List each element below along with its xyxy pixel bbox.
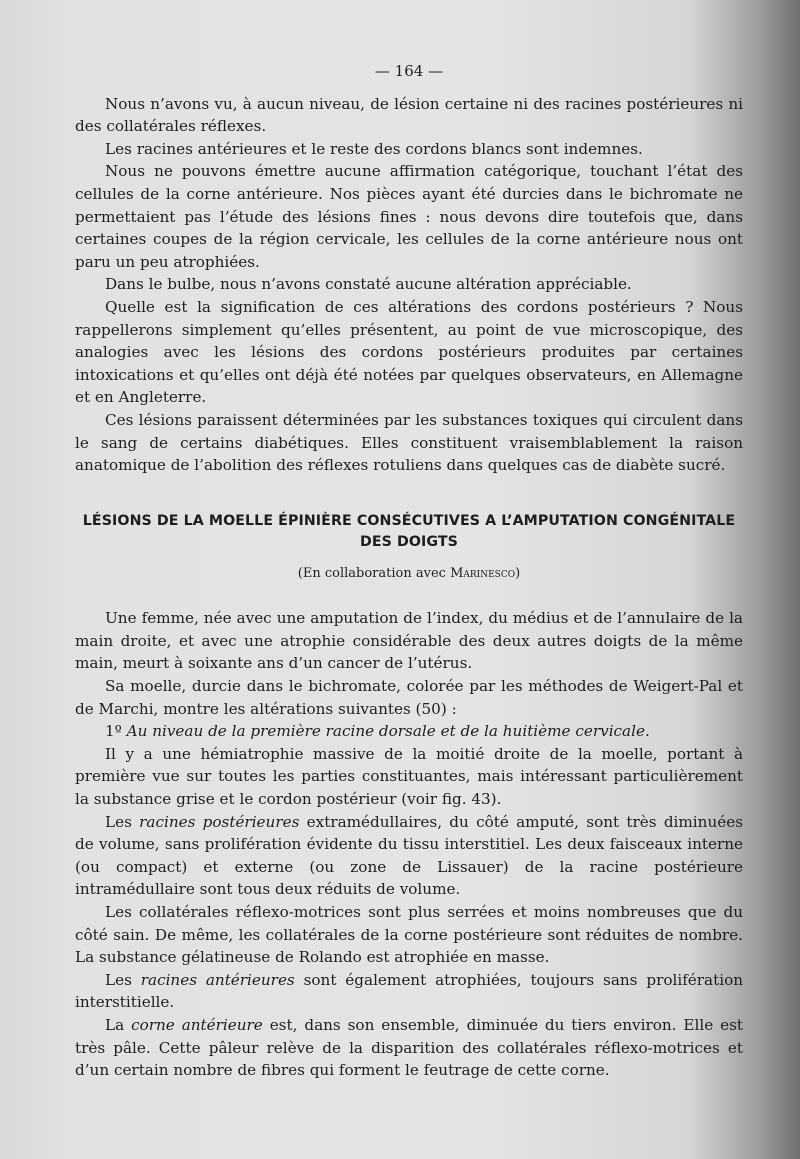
text-run: Les xyxy=(105,970,141,989)
paragraph: Les collatérales réflexo-motrices sont plus serrées et moins nombreuses que du côté sain. De même, les collatérales de la corne postérieure sont réduites de nombre. La substance gélatineuse de Rolando est atrophiée en masse. xyxy=(75,903,743,967)
level-title: Au niveau de la première racine dorsale et de la huitième cervicale. xyxy=(126,722,650,741)
text-run: extramédullaires, du côté amputé, sont très diminuées de volume, sans prolifération évidente du tissu interstitiel. Les deux faisceaux interne (ou compact) et externe (ou zone de Lissauer) de la racine postérieure intramédullaire sont tous deux réduits de volume. xyxy=(75,812,743,899)
collab-author: Marinesco xyxy=(450,565,516,581)
page-number: — 164 — xyxy=(374,62,444,80)
paragraph: Quelle est la signification de ces altérations des cordons postérieurs ? Nous rappellerons simplement qu’elles présentent, au point de vue microscopique, des analogies avec les lésions des cordons postérieurs produites par certaines intoxications et qu’elles ont déjà été notées par quelques observateurs, en Allemagne et en Angleterre. xyxy=(75,297,743,407)
paragraph: Une femme, née avec une amputation de l’index, du médius et de l’annulaire de la main droite, et avec une atrophie considérable des deux autres doigts de la même main, meurt à soixante ans d’un cancer de l’utérus. xyxy=(75,609,743,673)
paragraph xyxy=(75,811,743,901)
collab-suffix: ) xyxy=(515,565,521,581)
emphasis: racines antérieures xyxy=(140,970,295,989)
text-run: sont également atrophiées, toujours sans prolifération interstitielle. xyxy=(75,970,743,1012)
page-content xyxy=(75,60,743,1082)
emphasis: corne antérieure xyxy=(131,1015,263,1034)
paragraph: Les racines antérieures et le reste des cordons blancs sont indemnes. xyxy=(105,139,643,158)
section-title: LÉSIONS DE LA MOELLE ÉPINIÈRE CONSÉCUTIVES A L’AMPUTATION CONGÉNITALE DES DOIGTS xyxy=(82,512,736,550)
emphasis: racines postérieures xyxy=(139,812,300,831)
text-run: Les xyxy=(105,812,140,831)
text-run: La xyxy=(105,1015,132,1034)
paragraph: Nous n’avons vu, à aucun niveau, de lésion certaine ni des racines postérieures ni des collatérales réflexes. xyxy=(75,94,743,136)
text-run: est, dans son ensemble, diminuée du tiers environ. Elle est très pâle. Cette pâleur relève de la disparition des collatérales réflexo-motrices et d’un certain nombre de fibres qui forment le feutrage de cette corne. xyxy=(75,1015,744,1080)
paragraph: Sa moelle, durcie dans le bichromate, colorée par les méthodes de Weigert-Pal et de Marchi, montre les altérations suivantes (50) : xyxy=(75,677,743,718)
paragraph: Il y a une hémiatrophie massive de la moitié droite de la moelle, portant à première vue sur toutes les parties constituantes, mais intéressant particulièrement la substance grise et le cordon postérieur (voir fig. 43). xyxy=(75,744,743,809)
paragraph: Ces lésions paraissent déterminées par les substances toxiques qui circulent dans le sang de certains diabétiques. Elles constituent vraisemblablement la raison anatomique de l’abolition des réflexes rotuliens dans quelques cas de diabète sucré. xyxy=(75,410,743,475)
level-heading xyxy=(75,720,743,743)
collab-prefix: (En collaboration avec xyxy=(297,565,451,581)
paragraph: Nous ne pouvons émettre aucune affirmation catégorique, touchant l’état des cellules de la corne antérieure. Nos pièces ayant été durcies dans le bichromate ne permettaient pas l’étude des lésions fines : nous devons dire toutefois que, dans certaines coupes de la région cervicale, les cellules de la corne antérieure nous ont paru un peu atrophiées. xyxy=(75,162,743,271)
collaboration-note xyxy=(75,563,743,586)
paragraph: Dans le bulbe, nous n’avons constaté aucune altération appréciable. xyxy=(105,275,632,294)
paragraph xyxy=(75,969,743,1014)
level-number: 1º xyxy=(105,722,127,741)
paragraph xyxy=(75,1014,743,1082)
